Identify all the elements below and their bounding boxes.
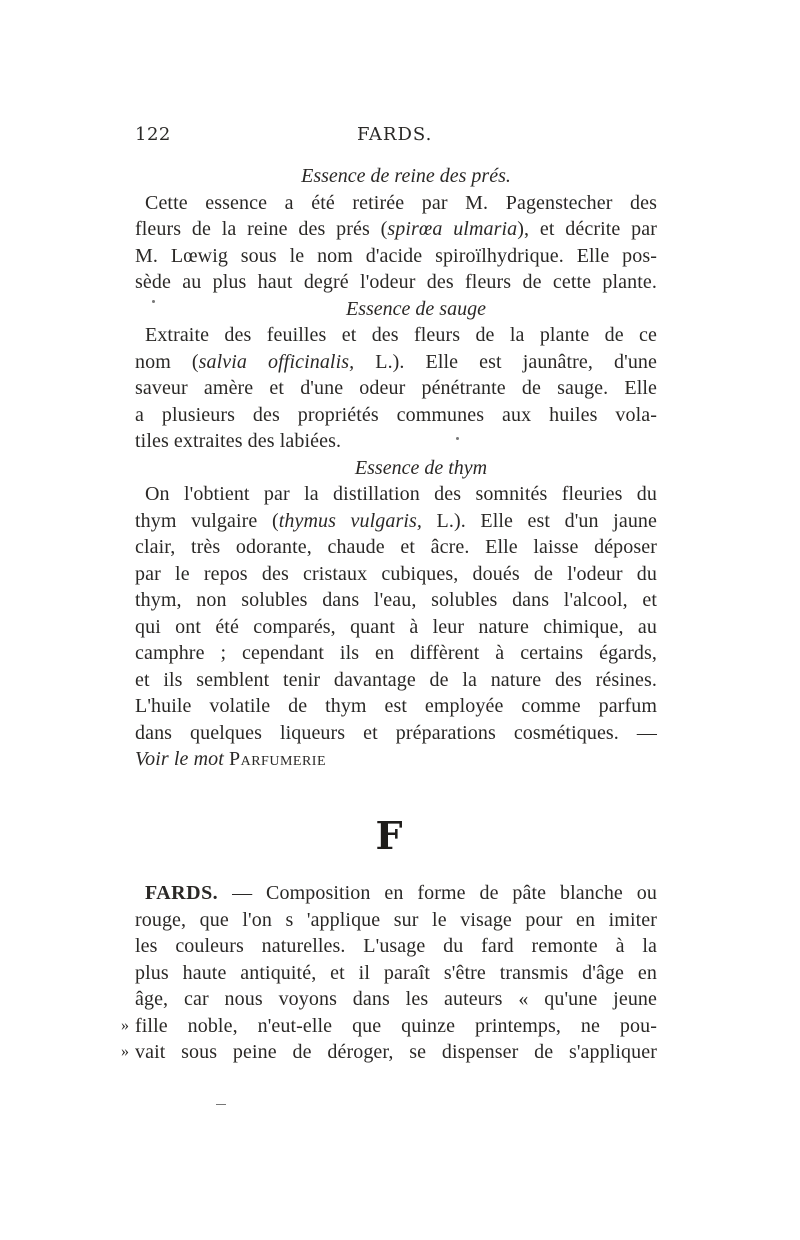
heading-sauge: Essence de sauge <box>346 297 486 320</box>
text-line: On l'obtient par la distillation des somnités fleuries du <box>145 483 657 505</box>
heading-thym: Essence de thym <box>354 456 488 479</box>
text-line: saveur amère et d'une odeur pénétrante de sauge. Elle <box>135 377 657 399</box>
heading-reine-des-pres: Essence de reine des prés. <box>301 165 511 187</box>
text-line: M. Lœwig sous le nom d'acide spiroïlhydrique. Elle pos- <box>135 244 657 267</box>
speck <box>152 300 155 303</box>
text-line: clair, très odorante, chaude et âcre. Elle laisse déposer <box>135 536 657 558</box>
page-header <box>135 124 657 150</box>
quote-mark: » <box>121 1016 130 1034</box>
text-line: rouge, que l'on s 'applique sur le visage pour en imiter <box>135 908 657 931</box>
text-line: plus haute antiquité, et il paraît s'être transmis d'âge en <box>135 961 657 984</box>
text-line: tiles extraites des labiées. <box>135 430 342 452</box>
entry-title: FARDS. <box>145 882 219 904</box>
cross-reference: Parfumerie <box>228 748 327 770</box>
text-line: les couleurs naturelles. L'usage du fard remonte à la <box>135 935 657 957</box>
text-line: Voir le mot Parfumerie <box>135 748 327 770</box>
text-line: thym vulgaire (thymus vulgaris, L.). Elle est d'un jaune <box>135 509 657 532</box>
text-line: camphre ; cependant ils en diffèrent à certains égards, <box>135 642 657 664</box>
text-line: qui ont été comparés, quant à leur nature chimique, au <box>135 615 657 638</box>
text-line: L'huile volatile de thym est employée comme parfum <box>135 695 657 717</box>
text-line: nom (salvia officinalis, L.). Elle est jaunâtre, d'une <box>135 350 657 373</box>
speck <box>216 1104 226 1105</box>
text-line: sède au plus haut degré l'odeur des fleurs de cette plante. <box>135 271 657 293</box>
text-line: thym, non solubles dans l'eau, solubles dans l'alcool, et <box>135 589 657 611</box>
text-line: Cette essence a été retirée par M. Pagenstecher des <box>145 191 657 214</box>
text-line: fleurs de la reine des prés (spirœa ulmaria), et décrite par <box>135 218 657 240</box>
text-line: a plusieurs des propriétés communes aux huiles vola- <box>135 403 657 426</box>
text-line: dans quelques liqueurs et préparations cosmétiques. — <box>135 721 657 744</box>
text-line: par le repos des cristaux cubiques, doués de l'odeur du <box>135 562 657 585</box>
text-line: » vait sous peine de déroger, se dispenser de s'appliquer <box>135 1039 657 1066</box>
running-title: FARDS. <box>357 124 433 145</box>
quote-mark: » <box>121 1043 130 1060</box>
text-line: » fille noble, n'eut-elle que quinze printemps, ne pou- <box>135 1013 657 1040</box>
section-letter: F <box>375 813 403 858</box>
body-text-lower <box>121 880 657 1066</box>
text-line: âge, car nous voyons dans les auteurs « qu'une jeune <box>135 988 657 1010</box>
body-text-upper <box>135 163 657 773</box>
speck <box>456 437 459 440</box>
text-line: et ils semblent tenir davantage de la nature des résines. <box>135 668 657 691</box>
text-line: Extraite des feuilles et des fleurs de la plante de ce <box>145 324 657 346</box>
text-line: FARDS. — Composition en forme de pâte blanche ou <box>145 882 657 904</box>
page-number: 122 <box>135 124 171 145</box>
